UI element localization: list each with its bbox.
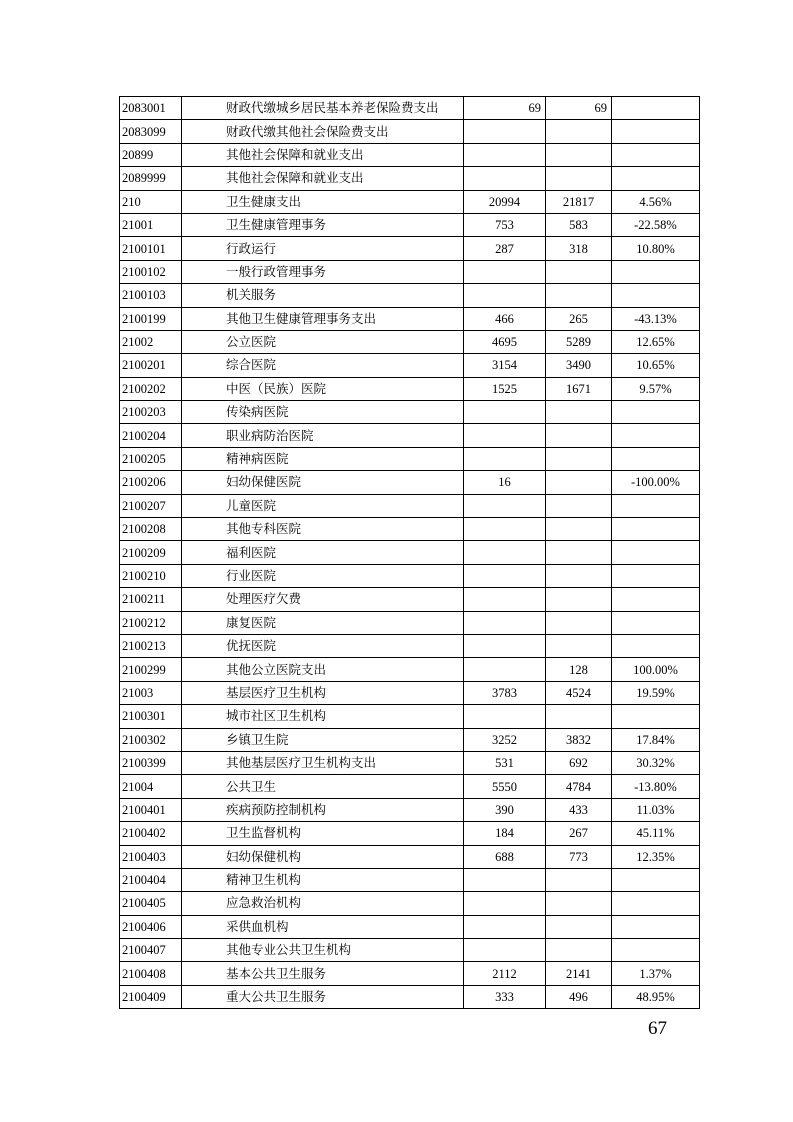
change-percent-cell (612, 868, 700, 891)
current-year-value-cell: 128 (546, 658, 612, 681)
account-name-cell: 公共卫生 (182, 775, 464, 798)
current-year-value-cell: 4524 (546, 681, 612, 704)
account-name-cell: 其他卫生健康管理事务支出 (182, 307, 464, 330)
current-year-value-cell (546, 518, 612, 541)
current-year-value-cell: 1671 (546, 377, 612, 400)
account-code-cell: 2100302 (120, 728, 182, 751)
change-percent-cell (612, 518, 700, 541)
prior-year-value-cell: 333 (464, 985, 546, 1008)
prior-year-value-cell: 184 (464, 822, 546, 845)
account-name-cell: 其他社会保障和就业支出 (182, 143, 464, 166)
table-row (120, 939, 700, 962)
current-year-value-cell (546, 588, 612, 611)
account-code-cell: 2100213 (120, 634, 182, 657)
change-percent-cell (612, 611, 700, 634)
account-code-cell: 2100103 (120, 284, 182, 307)
prior-year-value-cell (464, 143, 546, 166)
table-row (120, 892, 700, 915)
prior-year-value-cell: 531 (464, 751, 546, 774)
account-name-cell: 乡镇卫生院 (182, 728, 464, 751)
prior-year-value-cell: 688 (464, 845, 546, 868)
prior-year-value-cell: 4695 (464, 330, 546, 353)
account-code-cell: 2100299 (120, 658, 182, 681)
budget-table (119, 96, 700, 1009)
prior-year-value-cell (464, 868, 546, 891)
current-year-value-cell: 583 (546, 213, 612, 236)
account-name-cell: 康复医院 (182, 611, 464, 634)
current-year-value-cell: 3490 (546, 354, 612, 377)
table-row (120, 447, 700, 470)
current-year-value-cell: 69 (546, 97, 612, 120)
prior-year-value-cell (464, 260, 546, 283)
account-code-cell: 2100209 (120, 541, 182, 564)
prior-year-value-cell: 753 (464, 213, 546, 236)
account-name-cell: 行政运行 (182, 237, 464, 260)
account-name-cell: 精神卫生机构 (182, 868, 464, 891)
change-percent-cell: 9.57% (612, 377, 700, 400)
current-year-value-cell (546, 611, 612, 634)
current-year-value-cell (546, 401, 612, 424)
account-name-cell: 其他社会保障和就业支出 (182, 167, 464, 190)
change-percent-cell (612, 494, 700, 517)
account-code-cell: 2100401 (120, 798, 182, 821)
current-year-value-cell (546, 939, 612, 962)
prior-year-value-cell (464, 588, 546, 611)
change-percent-cell (612, 915, 700, 938)
current-year-value-cell: 2141 (546, 962, 612, 985)
prior-year-value-cell (464, 518, 546, 541)
change-percent-cell: 10.65% (612, 354, 700, 377)
prior-year-value-cell (464, 447, 546, 470)
table-row (120, 424, 700, 447)
current-year-value-cell (546, 120, 612, 143)
current-year-value-cell (546, 424, 612, 447)
prior-year-value-cell: 5550 (464, 775, 546, 798)
account-code-cell: 2100205 (120, 447, 182, 470)
table-row (120, 775, 700, 798)
change-percent-cell (612, 167, 700, 190)
change-percent-cell: 30.32% (612, 751, 700, 774)
account-name-cell: 财政代缴城乡居民基本养老保险费支出 (182, 97, 464, 120)
change-percent-cell (612, 634, 700, 657)
account-name-cell: 采供血机构 (182, 915, 464, 938)
account-name-cell: 妇幼保健医院 (182, 471, 464, 494)
table-row (120, 237, 700, 260)
account-name-cell: 行业医院 (182, 564, 464, 587)
prior-year-value-cell (464, 892, 546, 915)
table-row (120, 658, 700, 681)
account-code-cell: 2100402 (120, 822, 182, 845)
current-year-value-cell (546, 494, 612, 517)
change-percent-cell: -22.58% (612, 213, 700, 236)
current-year-value-cell: 3832 (546, 728, 612, 751)
change-percent-cell (612, 447, 700, 470)
table-row (120, 213, 700, 236)
current-year-value-cell: 433 (546, 798, 612, 821)
prior-year-value-cell: 287 (464, 237, 546, 260)
current-year-value-cell (546, 284, 612, 307)
change-percent-cell (612, 939, 700, 962)
change-percent-cell (612, 401, 700, 424)
account-code-cell: 2100399 (120, 751, 182, 774)
account-code-cell: 2100199 (120, 307, 182, 330)
current-year-value-cell (546, 705, 612, 728)
change-percent-cell (612, 120, 700, 143)
table-row (120, 845, 700, 868)
account-code-cell: 2100101 (120, 237, 182, 260)
account-name-cell: 城市社区卫生机构 (182, 705, 464, 728)
account-name-cell: 卫生健康管理事务 (182, 213, 464, 236)
change-percent-cell: 10.80% (612, 237, 700, 260)
current-year-value-cell (546, 634, 612, 657)
change-percent-cell (612, 705, 700, 728)
current-year-value-cell: 496 (546, 985, 612, 1008)
account-name-cell: 财政代缴其他社会保险费支出 (182, 120, 464, 143)
change-percent-cell: 1.37% (612, 962, 700, 985)
change-percent-cell (612, 892, 700, 915)
table-row (120, 681, 700, 704)
current-year-value-cell (546, 143, 612, 166)
change-percent-cell (612, 541, 700, 564)
account-name-cell: 卫生监督机构 (182, 822, 464, 845)
table-row (120, 330, 700, 353)
account-name-cell: 机关服务 (182, 284, 464, 307)
current-year-value-cell: 692 (546, 751, 612, 774)
change-percent-cell (612, 97, 700, 120)
table-row (120, 377, 700, 400)
prior-year-value-cell (464, 284, 546, 307)
table-row (120, 564, 700, 587)
prior-year-value-cell (464, 705, 546, 728)
current-year-value-cell (546, 471, 612, 494)
account-name-cell: 职业病防治医院 (182, 424, 464, 447)
current-year-value-cell (546, 447, 612, 470)
prior-year-value-cell (464, 494, 546, 517)
current-year-value-cell (546, 892, 612, 915)
table-row (120, 284, 700, 307)
prior-year-value-cell (464, 939, 546, 962)
account-name-cell: 精神病医院 (182, 447, 464, 470)
account-code-cell: 2100208 (120, 518, 182, 541)
table-row (120, 798, 700, 821)
prior-year-value-cell: 16 (464, 471, 546, 494)
account-code-cell: 2100206 (120, 471, 182, 494)
account-name-cell: 一般行政管理事务 (182, 260, 464, 283)
table-row (120, 494, 700, 517)
account-name-cell: 妇幼保健机构 (182, 845, 464, 868)
account-name-cell: 其他专业公共卫生机构 (182, 939, 464, 962)
current-year-value-cell: 773 (546, 845, 612, 868)
account-code-cell: 2100102 (120, 260, 182, 283)
current-year-value-cell (546, 868, 612, 891)
account-code-cell: 2100301 (120, 705, 182, 728)
account-code-cell: 2100404 (120, 868, 182, 891)
prior-year-value-cell (464, 541, 546, 564)
account-code-cell: 2100405 (120, 892, 182, 915)
account-name-cell: 应急救治机构 (182, 892, 464, 915)
account-code-cell: 2083001 (120, 97, 182, 120)
account-name-cell: 疾病预防控制机构 (182, 798, 464, 821)
prior-year-value-cell: 390 (464, 798, 546, 821)
change-percent-cell: -100.00% (612, 471, 700, 494)
prior-year-value-cell (464, 424, 546, 447)
account-name-cell: 中医（民族）医院 (182, 377, 464, 400)
current-year-value-cell (546, 541, 612, 564)
current-year-value-cell (546, 260, 612, 283)
table-row (120, 401, 700, 424)
prior-year-value-cell: 1525 (464, 377, 546, 400)
account-code-cell: 2100210 (120, 564, 182, 587)
table-row (120, 307, 700, 330)
current-year-value-cell: 267 (546, 822, 612, 845)
prior-year-value-cell: 3154 (464, 354, 546, 377)
account-name-cell: 基层医疗卫生机构 (182, 681, 464, 704)
account-name-cell: 优抚医院 (182, 634, 464, 657)
change-percent-cell: 12.65% (612, 330, 700, 353)
change-percent-cell: 45.11% (612, 822, 700, 845)
table-row (120, 634, 700, 657)
table-row (120, 260, 700, 283)
account-name-cell: 公立医院 (182, 330, 464, 353)
page-number: 67 (648, 1018, 667, 1039)
change-percent-cell: 11.03% (612, 798, 700, 821)
account-name-cell: 福利医院 (182, 541, 464, 564)
account-code-cell: 2100408 (120, 962, 182, 985)
account-code-cell: 2083099 (120, 120, 182, 143)
account-code-cell: 2100202 (120, 377, 182, 400)
account-code-cell: 210 (120, 190, 182, 213)
table-body (120, 97, 700, 1009)
change-percent-cell: 19.59% (612, 681, 700, 704)
current-year-value-cell: 4784 (546, 775, 612, 798)
account-code-cell: 2100211 (120, 588, 182, 611)
account-code-cell: 21001 (120, 213, 182, 236)
table-row (120, 751, 700, 774)
prior-year-value-cell (464, 401, 546, 424)
account-name-cell: 其他基层医疗卫生机构支出 (182, 751, 464, 774)
account-code-cell: 2100207 (120, 494, 182, 517)
prior-year-value-cell: 466 (464, 307, 546, 330)
account-code-cell: 21004 (120, 775, 182, 798)
prior-year-value-cell (464, 634, 546, 657)
change-percent-cell (612, 424, 700, 447)
table-row (120, 354, 700, 377)
account-name-cell: 综合医院 (182, 354, 464, 377)
table-row (120, 611, 700, 634)
table-row (120, 822, 700, 845)
table-row (120, 120, 700, 143)
account-name-cell: 处理医疗欠费 (182, 588, 464, 611)
account-code-cell: 21003 (120, 681, 182, 704)
prior-year-value-cell: 69 (464, 97, 546, 120)
prior-year-value-cell (464, 120, 546, 143)
prior-year-value-cell: 2112 (464, 962, 546, 985)
change-percent-cell: 4.56% (612, 190, 700, 213)
table-row (120, 167, 700, 190)
change-percent-cell: 48.95% (612, 985, 700, 1008)
current-year-value-cell: 5289 (546, 330, 612, 353)
current-year-value-cell (546, 564, 612, 587)
prior-year-value-cell (464, 564, 546, 587)
prior-year-value-cell: 3783 (464, 681, 546, 704)
account-code-cell: 21002 (120, 330, 182, 353)
account-name-cell: 其他专科医院 (182, 518, 464, 541)
change-percent-cell: -13.80% (612, 775, 700, 798)
account-name-cell: 基本公共卫生服务 (182, 962, 464, 985)
change-percent-cell (612, 260, 700, 283)
table-row (120, 915, 700, 938)
account-code-cell: 2100201 (120, 354, 182, 377)
table-row (120, 143, 700, 166)
table-row (120, 985, 700, 1008)
prior-year-value-cell: 20994 (464, 190, 546, 213)
account-code-cell: 2100409 (120, 985, 182, 1008)
table-row (120, 868, 700, 891)
account-code-cell: 2089999 (120, 167, 182, 190)
table-row (120, 962, 700, 985)
change-percent-cell: 12.35% (612, 845, 700, 868)
account-name-cell: 重大公共卫生服务 (182, 985, 464, 1008)
current-year-value-cell: 318 (546, 237, 612, 260)
account-code-cell: 2100403 (120, 845, 182, 868)
table-row (120, 728, 700, 751)
table-row (120, 705, 700, 728)
account-name-cell: 其他公立医院支出 (182, 658, 464, 681)
table-row (120, 190, 700, 213)
change-percent-cell: 17.84% (612, 728, 700, 751)
change-percent-cell (612, 564, 700, 587)
table-row (120, 471, 700, 494)
current-year-value-cell (546, 167, 612, 190)
account-code-cell: 2100212 (120, 611, 182, 634)
table-row (120, 518, 700, 541)
account-code-cell: 2100406 (120, 915, 182, 938)
prior-year-value-cell: 3252 (464, 728, 546, 751)
account-code-cell: 2100204 (120, 424, 182, 447)
prior-year-value-cell (464, 658, 546, 681)
prior-year-value-cell (464, 611, 546, 634)
table-row (120, 588, 700, 611)
account-name-cell: 卫生健康支出 (182, 190, 464, 213)
change-percent-cell: -43.13% (612, 307, 700, 330)
table-row (120, 541, 700, 564)
current-year-value-cell: 265 (546, 307, 612, 330)
prior-year-value-cell (464, 167, 546, 190)
account-code-cell: 2100203 (120, 401, 182, 424)
change-percent-cell (612, 143, 700, 166)
change-percent-cell: 100.00% (612, 658, 700, 681)
current-year-value-cell: 21817 (546, 190, 612, 213)
current-year-value-cell (546, 915, 612, 938)
account-name-cell: 传染病医院 (182, 401, 464, 424)
prior-year-value-cell (464, 915, 546, 938)
table-row (120, 97, 700, 120)
account-code-cell: 20899 (120, 143, 182, 166)
change-percent-cell (612, 588, 700, 611)
account-code-cell: 2100407 (120, 939, 182, 962)
change-percent-cell (612, 284, 700, 307)
account-name-cell: 儿童医院 (182, 494, 464, 517)
